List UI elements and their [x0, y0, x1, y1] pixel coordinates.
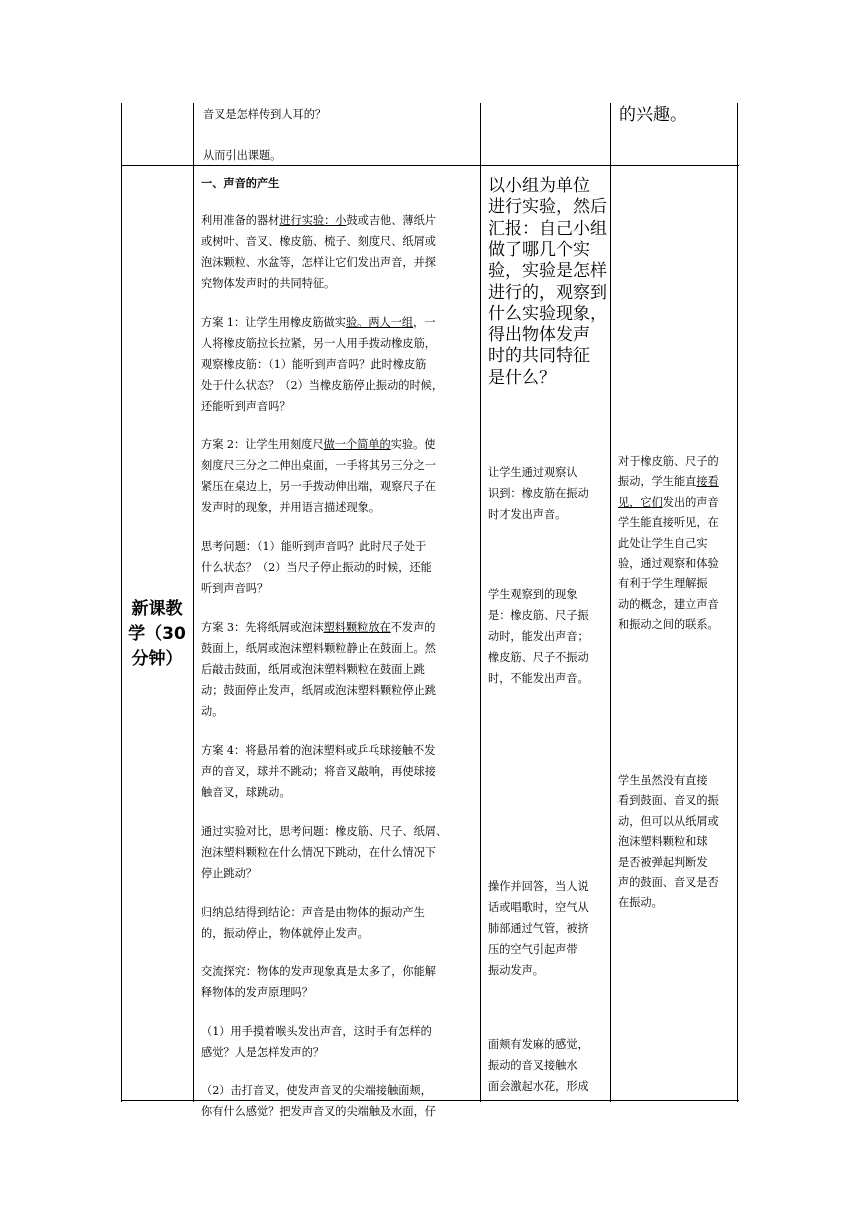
purpose-text-line: 对于橡皮筋、尺子的 [618, 455, 719, 468]
paragraph-line: 触音叉，球跳动。 [201, 786, 291, 799]
student-text-line: 是什么？ [488, 367, 556, 388]
paragraph-line: 停止跳动？ [201, 867, 257, 880]
paragraph-line: 后敲击鼓面，纸屑或泡沫塑料颗粒在鼓面上跳 [201, 663, 425, 676]
paragraph-line: 的，振动停止，物体就停止发声。 [201, 927, 369, 940]
paragraph-line: 方案 3：先将纸屑或泡沫塑料颗粒放在不发声的 [201, 621, 436, 634]
purpose-text-line: 是否被弹起判断发 [618, 855, 708, 869]
paragraph-line: （1）用手摸着喉头发出声音，这时手有怎样的 [201, 1025, 432, 1038]
student-text-line: 压的空气引起声带 [488, 943, 578, 956]
student-text-line: 验，实验是怎样 [488, 261, 607, 282]
student-text-line: 学生观察到的现象 [488, 588, 578, 601]
student-text-line: 面颊有发麻的感觉， [488, 1038, 589, 1051]
paragraph-line: 方案 4：将悬吊着的泡沫塑料或乒乓球接触不发 [201, 744, 436, 757]
student-text-line: 是：橡皮筋、尺子振 [488, 609, 589, 622]
paragraph-line: 发声时的现象，并用语言描述现象。 [201, 501, 381, 514]
text-line: 音叉是怎样传到人耳的？ [203, 108, 327, 121]
paragraph-line: 人将橡皮筋拉长拉紧，另一人用手拨动橡皮筋， [201, 337, 436, 350]
student-text-line: 时，不能发出声音。 [488, 672, 589, 685]
student-text-line: 橡皮筋、尺子不振动 [488, 651, 589, 664]
student-text-line: 什么实验现象， [488, 303, 607, 324]
purpose-text-line: 见，它们发出的声音 [618, 495, 719, 509]
text-line: 从而引出课题。 [203, 149, 282, 162]
paragraph-line: 方案 2：让学生用刻度尺做一个简单的实验。使 [201, 438, 436, 451]
paragraph-line: 交流探究：物体的发声现象真是太多了，你能解 [201, 965, 436, 978]
student-text-line: 进行实验，然后 [488, 197, 607, 218]
student-text-line: 得出物体发声 [488, 325, 590, 346]
purpose-text-line: 学生虽然没有直接 [618, 774, 708, 787]
student-text-line: 话或唱歌时，空气从 [488, 901, 589, 914]
student-text-line: 汇报：自己小组 [488, 218, 607, 239]
student-text-line: 时才发出声音。 [488, 508, 567, 521]
paragraph-line: 泡沫颗粒、水盆等，怎样让它们发出声音，并探 [201, 256, 436, 269]
student-text-line: 肺部通过气管，被挤 [488, 922, 589, 935]
purpose-text-line: 振动，学生能直接看 [618, 475, 719, 489]
paragraph-line: 听到声音吗？ [201, 582, 269, 595]
paragraph-line: 声的音叉，球并不跳动；将音叉敲响，再使球接 [201, 765, 436, 778]
student-text-line: 时的共同特征 [488, 346, 590, 367]
purpose-text-line: 看到鼓面、音叉的振 [618, 794, 719, 808]
purpose-text-line: 验，通过观察和体验 [618, 557, 719, 570]
paragraph-line: 还能听到声音吗？ [201, 400, 291, 413]
paragraph-line: 通过实验对比，思考问题：橡皮筋、尺子、纸屑、 [201, 825, 448, 838]
paragraph-line: 感觉？人是怎样发声的？ [201, 1046, 325, 1059]
column-divider-3 [610, 103, 611, 1102]
paragraph-line: 归纳总结得到结论：声音是由物体的振动产生 [201, 906, 425, 919]
paragraph-line: 处于什么状态？（2）当橡皮筋停止振动的时候， [201, 379, 444, 392]
student-text-line: 动时，能发出声音； [488, 630, 589, 643]
paragraph-line: 或树叶、音叉、橡皮筋、梳子、刻度尺、纸屑或 [201, 235, 436, 248]
paragraph-line: 究物体发声时的共同特征。 [201, 277, 336, 290]
paragraph-line: 紧压在桌边上，另一手拨动伸出端，观察尺子在 [201, 480, 436, 493]
paragraph-line: 方案 1：让学生用橡皮筋做实验。两人一组，一 [201, 316, 436, 329]
paragraph-line: 你有什么感觉？把发声音叉的尖端触及水面，仔 [201, 1105, 436, 1118]
paragraph-line: （2）击打音叉，使发声音叉的尖端接触面颊， [201, 1084, 432, 1097]
column-divider-2 [480, 103, 481, 1102]
paragraph-line: 利用准备的器材进行实验：小鼓或吉他、薄纸片 [201, 214, 436, 227]
paragraph-line: 思考问题：（1）能听到声音吗？此时尺子处于 [201, 540, 427, 553]
paragraph-line: 释物体的发声原理吗？ [201, 986, 313, 999]
purpose-text-line: 和振动之间的联系。 [618, 618, 719, 632]
student-text-line: 让学生通过观察认 [488, 466, 578, 479]
paragraph-line: 鼓面上，纸屑或泡沫塑料颗粒静止在鼓面上。然 [201, 642, 436, 655]
column-divider-1 [193, 103, 194, 1102]
paragraph-line: 泡沫塑料颗粒在什么情况下跳动，在什么情况下 [201, 846, 436, 859]
purpose-text-line: 学生能直接听见，在 [618, 516, 719, 530]
student-text-line: 进行的，观察到 [488, 282, 607, 303]
purpose-text-line: 声的鼓面、音叉是否 [618, 876, 719, 889]
paragraph-line: 刻度尺三分之二伸出桌面，一手将其另三分之一 [201, 459, 436, 472]
student-text-line: 做了哪几个实 [488, 239, 590, 260]
paragraph-line: 观察橡皮筋：（1）能听到声音吗？此时橡皮筋 [201, 358, 427, 371]
paragraph-line: 动；鼓面停止发声，纸屑或泡沫塑料颗粒停止跳 [201, 684, 436, 697]
purpose-text-line: 此处让学生自己实 [618, 536, 708, 550]
purpose-text-line: 在振动。 [618, 896, 663, 910]
paragraph-line: 动。 [201, 705, 224, 718]
section-heading: 一、声音的产生 [201, 176, 280, 190]
top-row-purpose: 的兴趣。 [619, 105, 687, 125]
purpose-text-line: 泡沫塑料颗粒和球 [618, 835, 708, 849]
student-text-line: 振动的音叉接触水 [488, 1059, 578, 1072]
table-border-right [737, 103, 738, 1102]
student-text-line: 操作并回答，当人说 [488, 880, 589, 893]
purpose-text-line: 有利于学生理解振 [618, 577, 708, 591]
student-text-line: 以小组为单位 [488, 176, 590, 196]
student-text-line: 面会激起水花，形成 [488, 1080, 589, 1093]
purpose-text-line: 动的概念，建立声音 [618, 597, 719, 611]
student-text-line: 振动发声。 [488, 964, 544, 977]
lesson-table [121, 103, 739, 1118]
section-label: 新课教 学（30 分钟） [128, 599, 186, 669]
student-text-line: 识到：橡皮筋在振动 [488, 487, 589, 500]
paragraph-line: 什么状态？（2）当尺子停止振动的时候，还能 [201, 561, 432, 574]
purpose-text-line: 动，但可以从纸屑或 [618, 814, 719, 828]
